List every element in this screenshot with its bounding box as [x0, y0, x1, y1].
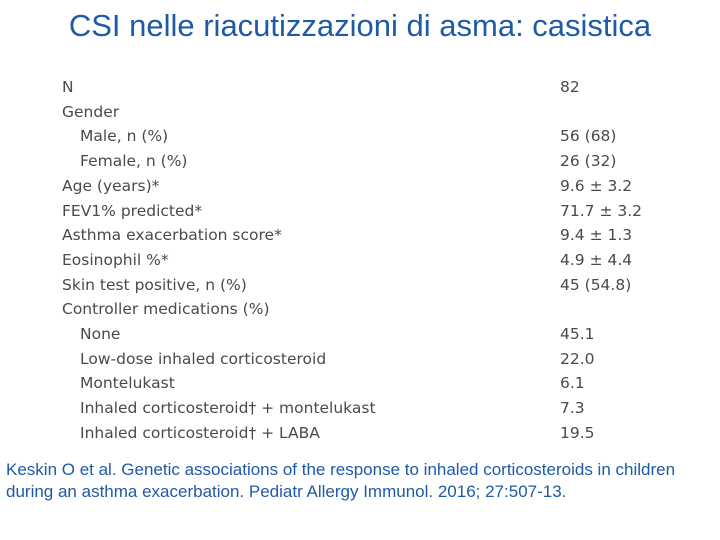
row-label: Eosinophil %*	[62, 250, 169, 269]
table-row	[58, 422, 618, 447]
row-label: FEV1% predicted*	[62, 201, 203, 220]
row-label: Asthma exacerbation score*	[62, 226, 282, 245]
table-row	[58, 76, 618, 101]
table-row	[58, 175, 633, 200]
row-value: 22.0	[560, 349, 595, 368]
table-row	[58, 200, 643, 225]
row-label: Female, n (%)	[80, 152, 188, 171]
row-value: 9.4 ± 1.3	[560, 226, 633, 245]
row-label: Controller medications (%)	[62, 300, 270, 319]
row-value: 45 (54.8)	[560, 275, 632, 294]
row-value: 4.9 ± 4.4	[560, 250, 633, 269]
table-row	[58, 101, 618, 126]
row-value: 6.1	[560, 374, 585, 393]
row-label: Low-dose inhaled corticosteroid	[80, 349, 327, 368]
table-row	[58, 224, 633, 249]
table-row	[58, 372, 618, 397]
row-label: Male, n (%)	[80, 127, 169, 146]
row-value: 82	[560, 78, 580, 96]
row-label: Gender	[62, 102, 120, 121]
patient-characteristics-table	[58, 76, 643, 448]
table-row	[58, 125, 618, 150]
row-label: None	[80, 325, 121, 343]
row-label: N	[62, 78, 74, 96]
row-value: 9.6 ± 3.2	[560, 176, 633, 195]
row-value: 19.5	[560, 423, 595, 442]
slide-title: CSI nelle riacutizzazioni di asma: casistica	[68, 8, 652, 43]
table-row	[58, 298, 618, 323]
row-label: Montelukast	[80, 374, 175, 393]
table-row	[58, 274, 632, 299]
row-value: 26 (32)	[560, 152, 617, 171]
row-value: 71.7 ± 3.2	[560, 201, 643, 220]
table-row	[58, 397, 618, 422]
table-row	[58, 323, 618, 348]
citation-text: Keskin O et al. Genetic associations of the response to inhaled corticosteroids in children during an asthma exacerbation. Pediatr Allergy Immunol. 2016; 27:507-13.	[6, 460, 676, 501]
row-label: Inhaled corticosteroid† + montelukast	[80, 399, 376, 418]
table-row	[58, 249, 633, 274]
row-value: 45.1	[560, 325, 595, 343]
row-value: 56 (68)	[560, 127, 617, 146]
row-value: 7.3	[560, 399, 585, 418]
row-label: Age (years)*	[62, 176, 160, 195]
row-label: Skin test positive, n (%)	[62, 275, 247, 294]
row-label: Inhaled corticosteroid† + LABA	[80, 423, 320, 442]
table-row	[58, 150, 618, 175]
table-row	[58, 348, 618, 373]
